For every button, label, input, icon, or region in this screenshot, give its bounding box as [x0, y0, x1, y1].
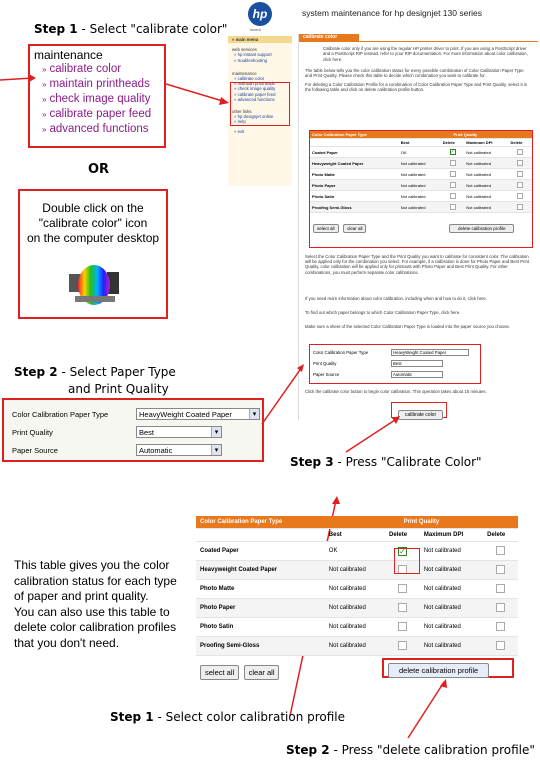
maintenance-item-label: advanced functions	[49, 123, 149, 135]
table-description	[14, 558, 177, 651]
step2-bottom-caption	[286, 743, 535, 757]
delete-cell	[483, 618, 518, 637]
bullet-icon: »	[42, 110, 47, 119]
nav-link[interactable]: » troubleshooting	[234, 57, 267, 63]
max-dpi-status-cell: Not calibrated	[464, 180, 508, 191]
delete-button-highlight	[382, 658, 514, 678]
step3-label: Step 3	[290, 455, 334, 469]
delete-cell	[483, 561, 518, 580]
max-dpi-status-cell: Not calibrated	[420, 561, 483, 580]
step1-label: Step 1	[34, 22, 78, 36]
delete-cell	[483, 637, 518, 656]
field-select-value: Automatic	[139, 446, 173, 455]
hp-logo: hp	[248, 2, 272, 26]
nav-link[interactable]: » advanced functions	[234, 96, 275, 102]
maintenance-item-label: maintain printheads	[49, 78, 150, 90]
paper-type-cell: Photo Paper	[310, 180, 399, 191]
delete-checkbox[interactable]	[398, 603, 407, 612]
select-all-button[interactable]: select all	[200, 665, 239, 680]
maintenance-heading: maintenance	[34, 48, 103, 62]
subheader-delete: Delete	[509, 139, 532, 147]
best-status-cell: Not calibrated	[325, 561, 385, 580]
max-dpi-status-cell: Not calibrated	[420, 637, 483, 656]
chevron-down-icon: ▾	[249, 409, 259, 419]
web-services-heading: web services	[232, 47, 257, 53]
desktop-line3: on the computer desktop	[26, 231, 160, 245]
clear-all-button[interactable]: clear all	[244, 665, 280, 680]
best-status-cell: Not calibrated	[399, 158, 441, 169]
max-dpi-status-cell: Not calibrated	[464, 202, 508, 213]
paper-type-cell: Photo Paper	[196, 599, 325, 618]
best-status-cell: Not calibrated	[399, 180, 441, 191]
delete-checkbox-highlight	[394, 548, 420, 574]
mini-delete-profile-button[interactable]: delete calibration profile	[449, 224, 515, 233]
description-line: This table gives you the color	[14, 558, 170, 572]
chevron-down-icon: ▾	[211, 427, 221, 437]
step2-bottom-text: - Press "delete calibration profile"	[329, 743, 535, 757]
para3-text: Select the Color Calibration Paper Type and the Print Quality you want to calibrate for consistent color. The calibration will be applied only for the combination you select. For example, if a calibration is done for Photo Paper and Best Print Quality, color calibration will be applied only for printouts with Photo Paper and Best Print Quality. For other combinations, you must perform separate color calibrations.	[305, 254, 530, 275]
delete-cell	[385, 618, 420, 637]
bullet-icon: »	[42, 80, 47, 89]
nav-link[interactable]: » hp instant support	[234, 52, 272, 58]
paper-type-cell: Photo Satin	[310, 191, 399, 202]
subheader-max-dpi: Maximum DPI	[464, 139, 508, 147]
subheader-empty	[196, 529, 325, 542]
table-row	[196, 618, 518, 637]
delete-cell	[483, 599, 518, 618]
bullet-icon: »	[42, 65, 47, 74]
best-status-cell: Not calibrated	[325, 637, 385, 656]
max-dpi-status-cell: Not calibrated	[420, 580, 483, 599]
mini-field-select-value: HeavyWeight Coated Paper	[393, 350, 447, 355]
delete-calibration-profile-button[interactable]: delete calibration profile	[388, 663, 489, 678]
subheader-delete: Delete	[385, 529, 420, 542]
para2-text: For deleting a Color Calibration Profile for a combination of Color Calibration Paper Type and Print Quality, select it in the following table and click on delete calibration profile button.	[305, 82, 528, 93]
mini-clear-all-button[interactable]: clear all	[343, 224, 367, 233]
step1-bottom-caption	[110, 710, 345, 724]
hp-page-title: system maintenance for hp designjet 130 series	[302, 8, 483, 18]
description-line: of paper and print quality.	[14, 589, 149, 603]
delete-checkbox[interactable]	[496, 603, 505, 612]
header-print-quality: Print Quality	[399, 131, 532, 139]
paper-type-cell: Heavyweight Coated Paper	[310, 158, 399, 169]
delete-cell	[385, 599, 420, 618]
bullet-icon: »	[42, 125, 47, 134]
step2-text: - Select Paper Type	[57, 365, 176, 379]
table-row	[196, 542, 518, 561]
mini-field-label: Print Quality	[313, 361, 337, 366]
delete-checkbox[interactable]	[496, 565, 505, 574]
max-dpi-status-cell: Not calibrated	[420, 542, 483, 561]
header-print-quality: Print Quality	[325, 516, 518, 529]
calibration-table	[196, 516, 518, 656]
maintenance-item-label: calibrate color	[49, 63, 122, 75]
step1-bottom-label: Step 1	[110, 710, 154, 724]
field-label: Color Calibration Paper Type	[12, 409, 109, 419]
description-line: calibration status for each type	[14, 573, 177, 588]
paper-type-cell: Proofing Semi-Gloss	[310, 202, 399, 213]
step1-text: - Select "calibrate color"	[77, 22, 228, 36]
nav-link[interactable]: » maintain printheads	[234, 81, 276, 87]
or-label: OR	[88, 162, 110, 177]
max-dpi-status-cell: Not calibrated	[464, 158, 508, 169]
header-paper-type: Color Calibration Paper Type	[196, 516, 325, 529]
step3-text: - Press "Calibrate Color"	[333, 455, 482, 469]
paper-type-cell: Coated Paper	[310, 147, 399, 158]
step2-label: Step 2	[14, 365, 58, 379]
best-status-cell: OK	[399, 147, 441, 158]
paper-type-cell: Photo Satin	[196, 618, 325, 637]
para4-text: If you need more information about color calibration, including when and how to do it, click here.	[305, 296, 488, 301]
step2-bottom-label: Step 2	[286, 743, 330, 757]
delete-checkbox[interactable]	[496, 546, 505, 555]
table-row	[196, 637, 518, 656]
best-status-cell: Not calibrated	[325, 580, 385, 599]
nav-link[interactable]: » calibrate color	[234, 76, 265, 82]
other-links-heading: other links	[232, 109, 252, 115]
nav-link[interactable]: » hp designjet online	[234, 114, 274, 120]
maintenance-item-label: check image quality	[49, 93, 151, 105]
bullet-icon: »	[42, 95, 47, 104]
delete-cell	[483, 580, 518, 599]
delete-checkbox[interactable]	[496, 584, 505, 593]
best-status-cell: OK	[325, 542, 385, 561]
delete-checkbox[interactable]: ✓	[399, 546, 406, 556]
subheader-delete: Delete	[441, 139, 464, 147]
subheader-best: Best	[399, 139, 441, 147]
delete-checkbox[interactable]	[496, 641, 505, 650]
paper-type-cell: Coated Paper	[196, 542, 325, 561]
chevron-down-icon: ▾	[211, 445, 221, 455]
para1-text: The table below tells you the color calibration status for every possible combination of Color Calibration Paper Type and Print Quality. Please check this table to decide which combination you want to calibrate for.	[305, 67, 524, 79]
nav-link[interactable]: » calibrate paper feed	[234, 91, 276, 97]
field-label: Print Quality	[12, 427, 53, 437]
nav-link[interactable]: » check image quality	[234, 86, 276, 92]
para5-text: To find out which paper belongs to which Color Calibration Paper Type, click here.	[305, 310, 461, 315]
max-dpi-status-cell: Not calibrated	[420, 599, 483, 618]
delete-checkbox[interactable]	[398, 584, 407, 593]
hp-logo-sub: invent	[250, 27, 261, 32]
calibration-table-panel	[196, 516, 518, 677]
paper-type-cell: Proofing Semi-Gloss	[196, 637, 325, 656]
paper-type-cell: Photo Matte	[196, 580, 325, 599]
field-select-value: Best	[139, 428, 155, 437]
table-row	[196, 580, 518, 599]
field-label: Paper Source	[12, 445, 58, 455]
delete-checkbox[interactable]: ✓	[450, 149, 455, 155]
mini-field-label: Paper Source	[313, 372, 340, 377]
desktop-line2: "calibrate color" icon	[38, 216, 148, 230]
maintenance-item-label: calibrate paper feed	[49, 108, 152, 120]
best-status-cell: Not calibrated	[399, 202, 441, 213]
max-dpi-status-cell: Not calibrated	[464, 191, 508, 202]
paper-type-cell: Heavyweight Coated Paper	[196, 561, 325, 580]
mini-field-select-value: Automatic	[393, 372, 413, 377]
para6-text: Make sure a sheet of the selected Color Calibration Paper Type is loaded into the paper source you choose.	[305, 324, 511, 329]
best-status-cell: Not calibrated	[325, 618, 385, 637]
best-status-cell: Not calibrated	[325, 599, 385, 618]
field-select-value: HeavyWeight Coated Paper	[139, 410, 232, 419]
table-subheader-row	[196, 529, 518, 542]
exit-link[interactable]: » exit	[234, 128, 245, 134]
table-row	[196, 599, 518, 618]
mini-calibrate-color-button[interactable]: calibrate color	[398, 410, 443, 420]
step2-caption-line2: and Print Quality	[68, 382, 169, 396]
para7-text: Click the calibrate color button to begin color calibration. This operation takes about 15 minutes.	[305, 389, 487, 394]
delete-checkbox[interactable]	[496, 622, 505, 631]
best-status-cell: Not calibrated	[399, 191, 441, 202]
max-dpi-status-cell: Not calibrated	[464, 147, 508, 158]
nav-maintenance-heading: maintenance	[232, 70, 257, 76]
delete-cell	[385, 637, 420, 656]
header-paper-type: Color Calibration Paper Type	[310, 131, 399, 139]
step1-bottom-text: - Select color calibration profile	[153, 710, 346, 724]
section-tab: calibrate color	[299, 34, 359, 41]
paper-type-cell: Photo Matte	[310, 169, 399, 180]
description-line: delete color calibration profiles	[14, 620, 177, 634]
max-dpi-status-cell: Not calibrated	[420, 618, 483, 637]
max-dpi-status-cell: Not calibrated	[464, 169, 508, 180]
delete-checkbox[interactable]	[398, 622, 407, 631]
subheader-delete: Delete	[483, 529, 518, 542]
subheader-max-dpi: Maximum DPI	[420, 529, 483, 542]
subheader-best: Best	[325, 529, 385, 542]
description-line: You can also use this table to	[14, 604, 170, 619]
desktop-line1: Double click on the	[42, 201, 144, 215]
table-header-row	[196, 516, 518, 529]
delete-checkbox[interactable]	[398, 641, 407, 650]
delete-cell	[385, 580, 420, 599]
mini-field-label: Color Calibration Paper Type	[313, 350, 369, 355]
mini-field-select-value: Best	[393, 361, 402, 366]
delete-cell	[483, 542, 518, 561]
description-line: that you don't need.	[14, 635, 120, 650]
table-row	[196, 561, 518, 580]
main-menu-link[interactable]: » main menu	[228, 36, 292, 43]
nav-link[interactable]: » help	[234, 119, 246, 125]
intro-text: Calibrate color only if you are using the regular HP printer driver to print. If you are using a PostScript driver and a PostScript RIP instead, refer to your RIP documentation. For more information about color calibration, click here.	[323, 46, 528, 62]
best-status-cell: Not calibrated	[399, 169, 441, 180]
mini-select-all-button[interactable]: select all	[313, 224, 339, 233]
